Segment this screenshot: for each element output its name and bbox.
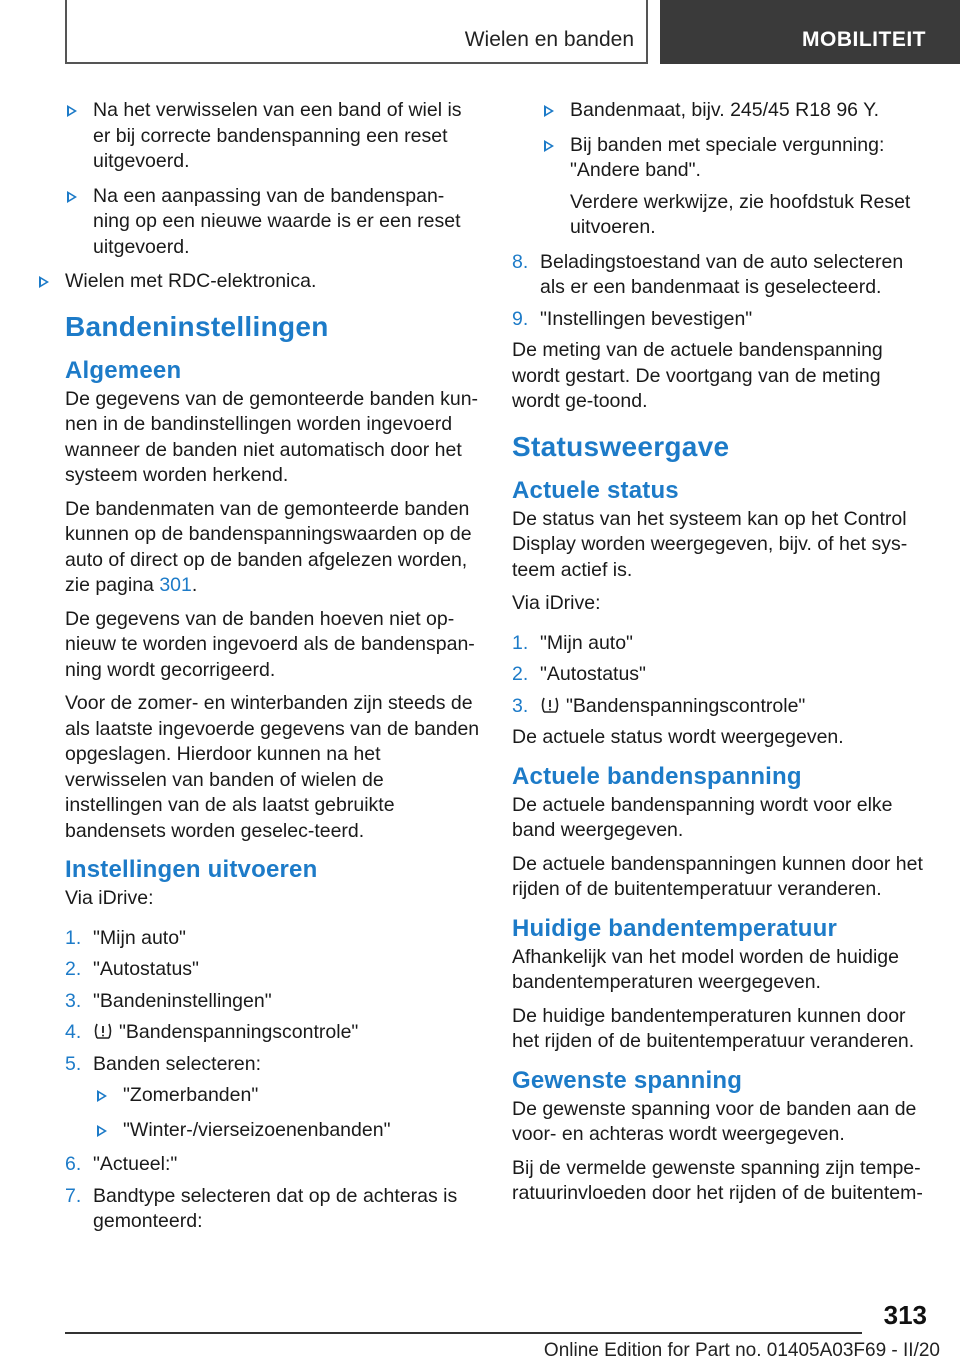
paragraph: Bij de vermelde gewenste spanning zijn tempe-ratuurinvloeden door het rijden of de buitentem- <box>512 1156 923 1204</box>
list-item: 9. "Instellingen bevestigen" <box>512 307 753 330</box>
paragraph: De gegevens van de banden hoeven niet op-nieuw te worden ingevoerd als de bandenspan-ning wordt gecorrigeerd. <box>65 607 475 681</box>
page-number: 313 <box>883 1300 927 1330</box>
heading-instellingen-uitvoeren: Instellingen uitvoeren <box>65 856 318 883</box>
list-item: 3. "Bandeninstellingen" <box>65 989 272 1012</box>
triangle-bullet-icon <box>544 105 554 117</box>
bullet-note: Verdere werkwijze, zie hoofdstuk Reset uitvoeren. <box>570 190 911 238</box>
triangle-bullet-icon <box>67 105 77 117</box>
header-chapter-title: MOBILITEIT <box>802 28 926 51</box>
list-item: "Zomerbanden" <box>95 1083 480 1109</box>
heading-actuele-status: Actuele status <box>512 476 679 504</box>
tire-pressure-warning-icon <box>93 1022 113 1040</box>
heading-bandeninstellingen: Bandeninstellingen <box>65 310 329 342</box>
paragraph: De gegevens van de gemonteerde banden kun-nen in de bandinstellingen worden ingevoerd wanneer de banden niet automatisch door het systeem worden herkend. <box>65 387 479 486</box>
list-item: 7. Bandtype selecteren dat op de achteras is gemonteerd: <box>65 1184 458 1232</box>
paragraph: De huidige bandentemperaturen kunnen door het rijden of de buitentemperatuur veranderen. <box>512 1004 915 1052</box>
paragraph: Voor de zomer- en winterbanden zijn steeds de als laatste ingevoerde gegevens van de banden opgeslagen. Hierdoor kunnen na het verwisselen van banden of wielen de instellingen van de als laatst gebruikte bandensets worden geselec-teerd. <box>65 692 480 842</box>
triangle-bullet-icon <box>97 1090 107 1102</box>
heading-gewenste-spanning: Gewenste spanning <box>512 1066 743 1094</box>
heading-huidige-bandentemperatuur: Huidige bandentemperatuur <box>512 914 838 942</box>
footer-edition: Online Edition for Part no. 01405A03F69 - II/20 <box>543 1340 940 1361</box>
list-item: Wielen met RDC-elektronica. <box>37 269 480 295</box>
right-column <box>512 98 930 1215</box>
paragraph: De bandenmaten van de gemonteerde banden kunnen op de bandenspanningswaarden op de auto of direct op de banden afgelezen worden, zie pagina 301. <box>65 497 472 596</box>
list-item: Bandenmaat, bijv. 245/45 R18 96 Y. <box>542 98 930 124</box>
paragraph: De actuele bandenspanning wordt voor elke band weergegeven. <box>512 793 893 841</box>
heading-statusweergave: Statusweergave <box>512 430 730 462</box>
paragraph: De actuele status wordt weergegeven. <box>512 726 844 748</box>
list-item: "Winter-/vierseizoenenbanden" <box>95 1118 480 1144</box>
heading-algemeen: Algemeen <box>65 356 182 384</box>
tire-pressure-warning-icon <box>540 696 560 714</box>
header-chapter-box <box>660 0 960 64</box>
via-idrive: Via iDrive: <box>65 887 154 909</box>
header-section-box <box>65 0 648 64</box>
triangle-bullet-icon <box>97 1125 107 1137</box>
list-item: 6. "Actueel:" <box>65 1153 178 1175</box>
triangle-bullet-icon <box>544 140 554 152</box>
paragraph: Afhankelijk van het model worden de huidige bandentemperaturen weergegeven. <box>512 945 900 993</box>
via-idrive: Via iDrive: <box>512 592 601 614</box>
list-item: 2. "Autostatus" <box>512 663 646 685</box>
list-item: Na een aanpassing van de bandenspan-ning op een nieuwe waarde is er een reset uitgevoerd. <box>65 184 480 261</box>
list-item: 1. "Mijn auto" <box>65 926 186 949</box>
list-item: 3. "Bandenspanningscontrole" <box>512 694 806 717</box>
header-section-title: Wielen en banden <box>464 28 634 51</box>
list-item: 1. "Mijn auto" <box>512 631 633 654</box>
paragraph: De gewenste spanning voor de banden aan de voor- en achteras wordt weergegeven. <box>512 1097 917 1145</box>
page-link[interactable]: 301 <box>159 574 192 596</box>
list-item: 8. Beladingstoestand van de auto selecteren als er een bandenmaat is geselecteerd. <box>512 250 904 298</box>
list-item: 4. "Bandenspanningscontrole" <box>65 1021 359 1043</box>
heading-actuele-bandenspanning: Actuele bandenspanning <box>512 762 802 790</box>
paragraph: De meting van de actuele bandenspanning wordt gestart. De voortgang van de meting wordt ge-toond. <box>512 339 883 412</box>
triangle-bullet-icon <box>67 191 77 203</box>
list-item: Na het verwisselen van een band of wiel is er bij correcte bandenspanning een reset uitgevoerd. <box>65 98 480 175</box>
paragraph: De status van het systeem kan op het Control Display worden weergegeven, bijv. of het sys-teem actief is. <box>512 507 908 581</box>
paragraph: De actuele bandenspanningen kunnen door het rijden of de buitentemperatuur veranderen. <box>512 852 923 900</box>
list-item: 2. "Autostatus" <box>65 958 199 980</box>
list-item: 5. Banden selecteren: <box>65 1052 262 1075</box>
left-column <box>65 98 480 1241</box>
footer-divider <box>65 1332 862 1334</box>
list-item: Bij banden met speciale vergunning: "Andere band". <box>542 133 930 184</box>
triangle-bullet-icon <box>39 276 49 288</box>
